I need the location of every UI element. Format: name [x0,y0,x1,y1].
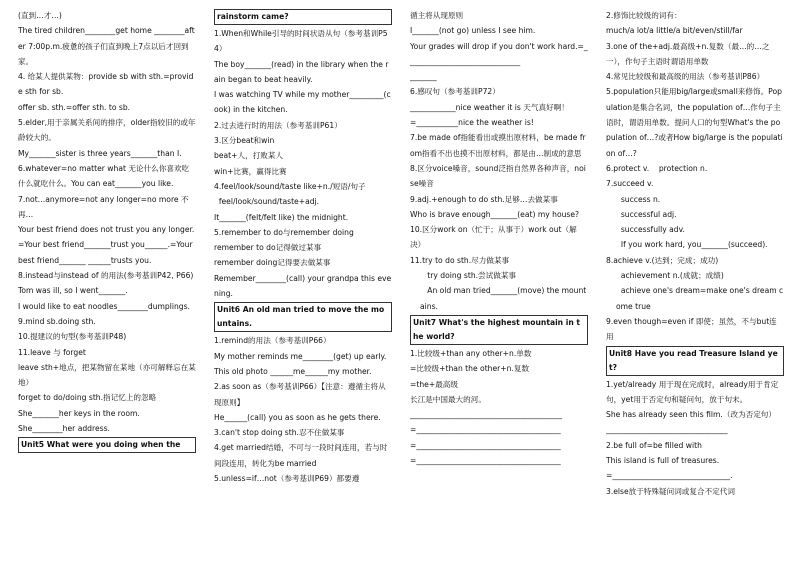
text-line: Your grades will drop if you don't work hard.=______________________________ [410,41,588,66]
text-line: I_______(not go) unless I see him. [410,26,536,36]
text-line: The tired children________get home ________after 7:00p.m.疲惫的孩子们直到晚上7点以后才回到家。 [18,26,195,66]
text-line: (直到…才…) [18,11,62,20]
column-2 [214,8,392,561]
text-line: ________________________________ [606,425,728,435]
text-line: An old man tried_______(move) the mountains. [420,286,587,311]
text-line: She has already seen this film.（改为否定句） [606,410,776,420]
text-line: 3.can't stop doing sth.忍不住做某事 [214,428,345,438]
text-line: forget to do/doing sth.指记忆上的忽略 [18,393,157,403]
text-line: try doing sth.尝试做某事 [420,271,517,281]
text-line: 循主将从现原则 [410,11,464,20]
text-line: Tom was ill, so I went_______. [18,286,128,296]
text-line: The boy_______(read) in the library when the rain began to beat heavily. [214,59,389,84]
text-line: My mother reminds me________(get) up early. [214,351,387,361]
text-line: 8.instead与instead of 的用法(参考基训P42, P66) [18,271,194,281]
text-line: 6.whatever=no matter what 无论什么你喜欢吃什么就吃什么。You can eat_______you like. [18,163,190,189]
text-line: beat+人，打败某人 [214,151,284,161]
text-line: _______ [410,72,437,82]
text-line: 9.even though=even if 即使；虽然，不与but连用 [606,316,777,342]
text-line: This island is full of treasures. [606,456,720,466]
column-4 [606,8,784,561]
text-line: 11.try to do sth.尽力做某事 [410,255,510,265]
text-line: 3.one of the+adj.最高级+n.复数（最…的…之一），作句子主语时谓语用单数 [606,41,770,66]
text-line: successful adj. [616,209,677,219]
text-line: feel/look/sound/taste+adj. [214,197,320,207]
text-line: 8.区分voice嗓音，sound泛指自然界各种声音，noise噪音 [410,163,586,189]
text-line: It_______(felt/felt like) the midnight. [214,212,349,222]
text-line: 9.adj.+enough to do sth.足够…去做某事 [410,194,558,204]
column-1 [18,8,196,561]
text-line: 1.remind的用法（参考基训P66） [214,336,331,346]
unit-heading: Unit7 What's the highest mountain in the world? [410,315,588,345]
text-line: Your best friend does not trust you any longer.=Your best friend_______trust you______.=Your best friend_______ ______trusts you. [18,225,196,265]
text-line: successfully adv. [616,225,685,235]
text-line: success n. [616,194,661,204]
text-line: 4.feel/look/sound/taste like+n./短语/句子 [214,181,366,191]
unit-heading: Unit6 An old man tried to move the mountains. [214,302,392,332]
text-line: 5.remember to do与remember doing [214,227,354,237]
text-line: =_______________________________. [606,471,733,481]
text-line: =______________________________________ [410,425,561,435]
text-line: leave sth+地点，把某物留在某地（亦可解释忘在某地） [18,362,196,388]
text-line: =______________________________________ [410,440,561,450]
text-line: 长江是中国最大的河。 [410,394,486,404]
text-line: 3.区分beat和win [214,136,275,146]
text-line: =the+最高级 [410,379,458,389]
text-line: 3.else放于特殊疑问词或复合不定代词 [606,486,735,496]
text-line: 8.achieve v.(达到；完成；成功) [606,255,719,265]
text-line: offer sb. sth.=offer sth. to sb. [18,102,131,112]
text-line: 4. 给某人提供某物：provide sb with sth.=provide sth for sb. [18,72,194,97]
text-line: achieve one's dream=make one's dream come true [616,286,784,311]
text-line: 7.succeed v. [606,179,654,189]
unit-heading: Unit8 Have you read Treasure Island yet? [606,346,784,376]
text-line: 4.get married结婚，不可与一段时间连用，若与时间段连用，转化为be married [214,443,388,468]
text-line: 5.elder,用于亲属关系间的排序，older指较旧的或年龄较大的。 [18,118,196,143]
text-line: 7.not…anymore=not any longer=no more 不再… [18,194,189,219]
text-line: 2.过去进行时的用法（参考基训P61） [214,120,342,130]
unit-heading: rainstorm came? [214,9,392,25]
text-line: ________________________________________ [410,410,562,420]
text-line: 7.be made of指能看出或摸出原材料，be made from指看不出也摸不出原材料，都是由…制成的意思 [410,133,586,158]
text-line: much/a lot/a little/a bit/even/still/far [606,26,743,36]
text-line: 1.yet/already 用于现在完成时，already用于肯定句，yet用于否定句和疑问句，放于句末。 [606,379,779,404]
text-line: 2.as soon as（参考基训P66）【注意：遵循主将从现原则】 [214,382,386,407]
text-line: 11.leave 与 forget [18,347,86,357]
text-line: 10.提建议的句型(参考基训P48) [18,332,127,342]
text-line: remember to do记得做过某事 [214,243,322,253]
text-line: He______(call) you as soon as he gets there. [214,412,381,422]
text-line: 1.比较级+than any other+n.单数 [410,348,532,358]
text-line: 4.常见比较级和最高级的用法（参考基训P86） [606,72,765,82]
text-line: 5.unless=if…not（参考基训P69）都要遵 [214,474,360,484]
unit-heading: Unit5 What were you doing when the [18,437,196,453]
text-line: 2.be full of=be filled with [606,440,702,450]
text-line: =______________________________________ [410,456,561,466]
text-line: 6.protect v. protection n. [606,163,708,173]
text-line: 6.感叹句（参考基训P72） [410,87,500,97]
text-line: I was watching TV while my mother_________(cook) in the kitchen. [214,90,391,115]
text-line: I would like to eat noodles________dumplings. [18,301,190,311]
text-line: Who is brave enough_______(eat) my house? [410,209,580,219]
text-line: She_______her keys in the room. [18,408,140,418]
text-line: My_______sister is three years_______than I. [18,148,182,158]
text-line: 5.population只能用big/large或small来修饰。Population是集合名词，the population of…作句子主语时，谓语用单数。提问人口的句型What's the population of…?或者How big/large is the population of…? [606,87,783,158]
text-line: If you work hard, you_______(succeed). [616,240,768,250]
text-line: This old photo ______me______my mother. [214,366,372,376]
text-line: 1.When和While引导的时间状语从句（参考基训P54） [214,29,388,54]
column-3 [410,8,588,561]
text-line: win+比赛，赢得比赛 [214,166,287,176]
text-line: 2.修饰比较级的词有： [606,11,682,20]
text-line: =比较级+than the other+n.复数 [410,364,530,374]
text-line: ____________nice weather it is 天气真好啊！ [410,102,569,112]
text-line: 9.mind sb.doing sth. [18,316,96,326]
text-line: achievement n.(成就；成绩) [616,271,724,281]
text-line: remember doing记得要去做某事 [214,258,331,268]
text-line: =___________nice the weather is! [410,118,534,128]
text-line: Remember________(call) your grandpa this evening. [214,273,392,299]
text-line: She________her address. [18,424,110,434]
text-line: 10.区分work on（忙于；从事于）work out（解决） [410,225,577,250]
